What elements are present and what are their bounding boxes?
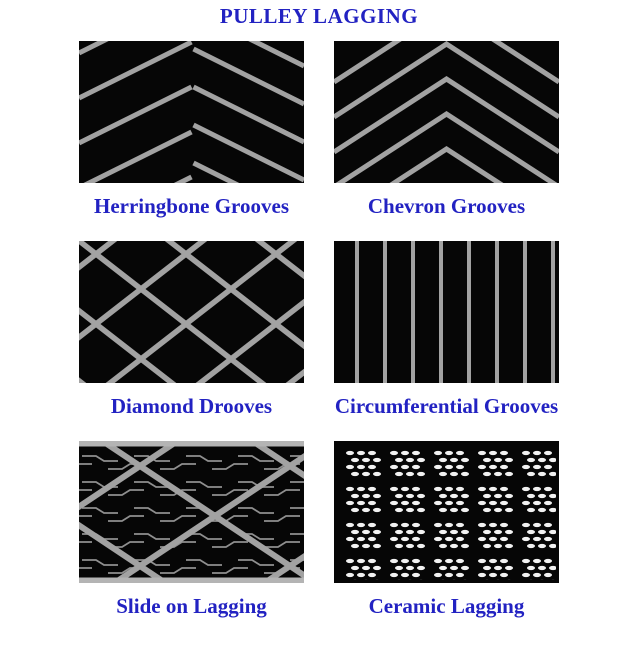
panel-circumferential-grooves [334,241,559,419]
slide-on-lagging-svg [79,441,304,583]
panel-caption: Circumferential Grooves [334,394,559,418]
ceramic-lagging-pattern-image [334,441,559,583]
panel-diamond-grooves [79,241,304,419]
circumferential-pattern-image [334,241,559,383]
panel-caption: Herringbone Grooves [93,194,289,218]
slide-on-lagging-pattern-image [79,441,304,583]
page-title: PULLEY LAGGING [219,4,419,28]
panel-caption: Diamond Drooves [110,394,273,418]
circumferential-pattern-svg [334,241,559,383]
diamond-pattern-svg [79,241,304,383]
panel-slide-on-lagging [79,441,304,619]
chevron-pattern-image [334,41,559,183]
panel-caption: Ceramic Lagging [368,594,525,618]
panel-chevron-grooves [334,41,559,219]
diamond-pattern-image [79,241,304,383]
panel-grid [0,41,638,641]
chevron-pattern-svg [334,41,559,183]
herringbone-pattern-image [79,41,304,183]
panel-ceramic-lagging [334,441,559,619]
panel-caption: Slide on Lagging [116,594,267,618]
panel-herringbone-grooves [79,41,304,219]
herringbone-pattern-svg [79,41,304,183]
ceramic-lagging-svg [334,441,559,583]
panel-caption: Chevron Grooves [367,194,526,218]
